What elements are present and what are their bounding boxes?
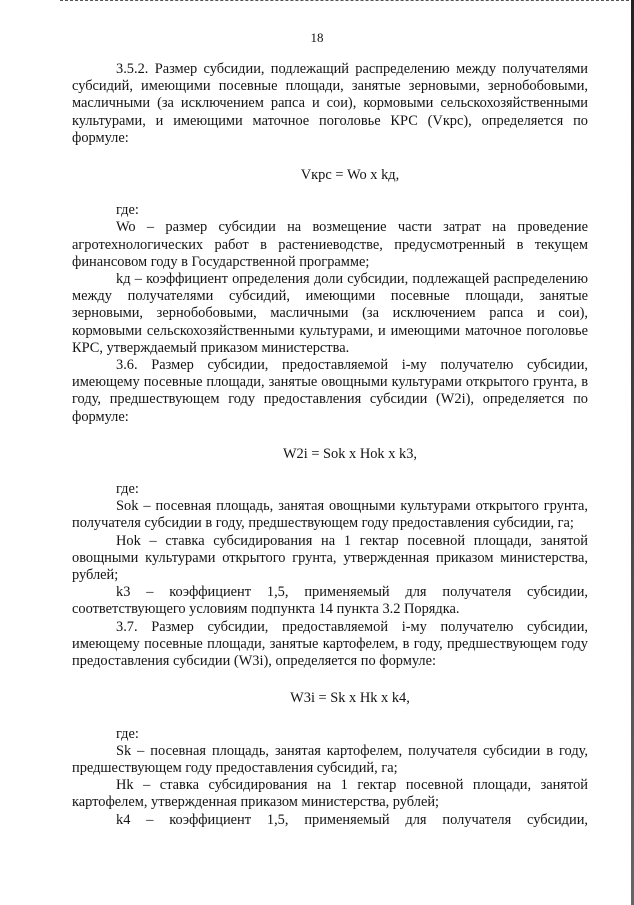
paragraph-3-6: 3.6. Размер субсидии, предоставляемой i-му получателю субсидии, имеющему посевные площади, занятые овощными культурами открытого грунта, в году, предшествующем году предоставления субсидии (W2i), определяется по формуле: bbox=[72, 357, 588, 425]
where-label: где: bbox=[116, 202, 139, 219]
paragraph-3-7: 3.7. Размер субсидии, предоставляемой i-му получателю субсидии, имеющему посевные площади, занятые картофелем, в году, предшествующем году предоставления субсидии (W3i), определяется по формуле: bbox=[72, 618, 588, 670]
formula-vkrs: Vкрс = Wo x kд, bbox=[300, 167, 400, 184]
page-number: 18 bbox=[310, 30, 324, 45]
definition-sok: Sok – посевная площадь, занятая овощными культурами открытого грунта, получателя субсидии в году, предшествующем году предоставления субсидии, га; bbox=[72, 498, 588, 532]
definition-hok: Hok – ставка субсидирования на 1 гектар посевной площади, занятой овощными культурами открытого грунта, утвержденная приказом министерства, рублей; bbox=[72, 532, 588, 584]
definition-sk: Sk – посевная площадь, занятая картофелем, получателя субсидии в году, предшествующем году предоставления субсидий, га; bbox=[72, 742, 588, 776]
formula-w2i: W2i = Sok x Hok x k3, bbox=[282, 445, 418, 462]
formula-w3i: W3i = Sk x Hk x k4, bbox=[290, 690, 410, 707]
definition-wo: Wo – размер субсидии на возмещение части затрат на проведение агротехнологических работ в растениеводстве, предусмотренный в текущем финансовом году в Государственной программе; bbox=[72, 219, 588, 270]
document-body bbox=[72, 61, 588, 829]
paragraph-3-5-2: 3.5.2. Размер субсидии, подлежащий распределению между получателями субсидий, имеющими посевные площади, занятые зерновыми, зернобобовыми, масличными (за исключением рапса и сои), кормовыми сельскохозяйственными культурами, и имеющими маточное поголовье КРС (Vкрс), определяется по формуле: bbox=[72, 61, 588, 146]
definition-k4: k4 – коэффициент 1,5, применяемый для получателя субсидии, bbox=[116, 811, 588, 828]
definition-kd: kд – коэффициент определения доли субсидии, подлежащей распределению между получателями субсидий, имеющими посевные площади, занятые зерновыми, зернобобовыми, масличными (за исключением рапса и сои), кормовыми сельскохозяйственными культурами, и имеющими маточное поголовье КРС, утверждаемый приказом министерства. bbox=[72, 271, 588, 356]
definition-hk: Hk – ставка субсидирования на 1 гектар посевной площади, занятой картофелем, утвержденная приказом министерства, рублей; bbox=[72, 777, 588, 811]
definition-k3: k3 – коэффициент 1,5, применяемый для получателя субсидии, соответствующего условиям подпункта 14 пункта 3.2 Порядка. bbox=[72, 584, 588, 618]
where-label: где: bbox=[116, 725, 139, 742]
scan-edge-top bbox=[60, 0, 634, 5]
where-label: где: bbox=[116, 481, 139, 498]
